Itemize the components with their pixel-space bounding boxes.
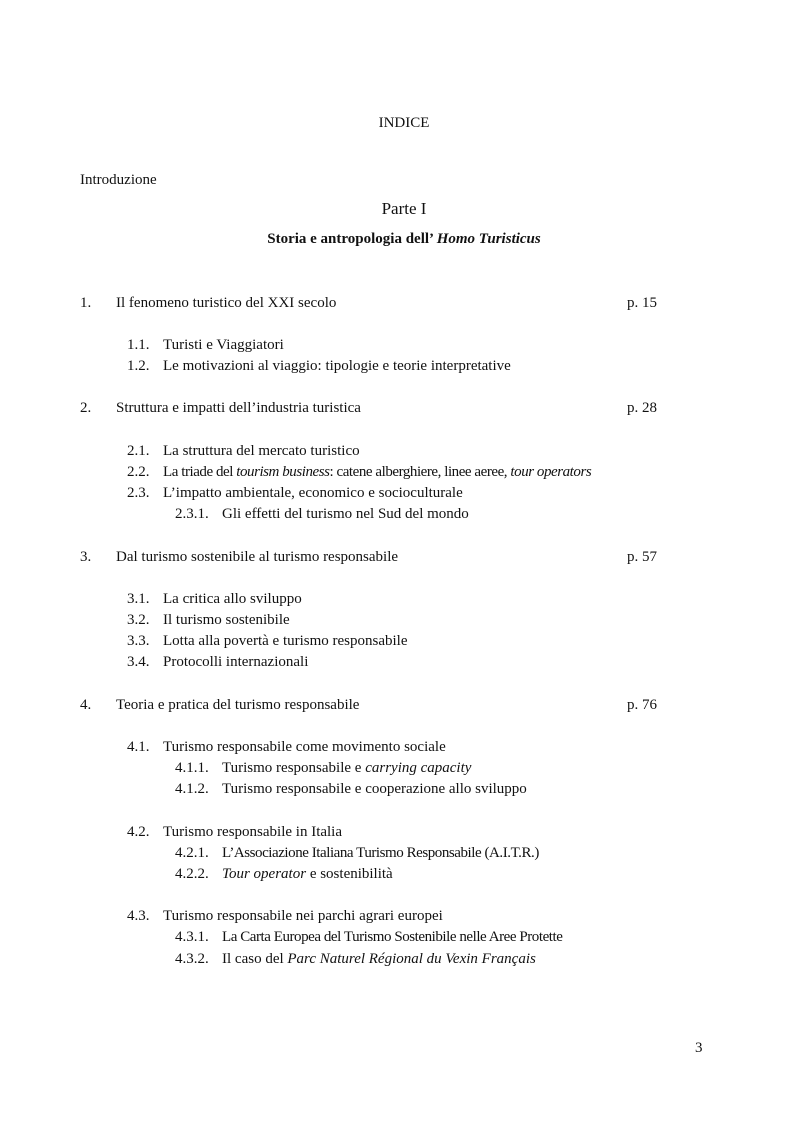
subsection-number: 4.1.1. xyxy=(175,760,209,776)
subsection-title-italic: carrying capacity xyxy=(365,760,472,776)
subsection-title xyxy=(222,867,393,882)
subsection-title: L’Associazione Italiana Turismo Responsabile (A.I.T.R.) xyxy=(222,845,539,861)
section-title: L’impatto ambientale, economico e socioculturale xyxy=(163,485,463,501)
part-label: Parte I xyxy=(381,199,427,218)
section-number: 4.2. xyxy=(127,824,150,840)
section-number: 3.1. xyxy=(127,591,150,607)
subsection-title xyxy=(222,952,536,967)
subsection-number: 4.2.2. xyxy=(175,866,209,882)
chapter-number: 3. xyxy=(80,549,92,565)
section-title: La struttura del mercato turistico xyxy=(163,443,360,459)
chapter-page: p. 57 xyxy=(627,549,657,565)
subsection-title: Gli effetti del turismo nel Sud del mondo xyxy=(222,506,469,522)
section-number: 4.3. xyxy=(127,908,150,924)
page-number: 3 xyxy=(695,1040,703,1056)
subsection-title-part: Turismo responsabile e xyxy=(222,760,366,776)
section-number: 2.2. xyxy=(127,464,150,480)
section-title: Turisti e Viaggiatori xyxy=(163,337,284,353)
subsection-number: 4.3.2. xyxy=(175,951,209,967)
chapter-number: 2. xyxy=(80,400,92,416)
section-title xyxy=(163,465,591,480)
section-number: 4.1. xyxy=(127,739,150,755)
chapter-number: 4. xyxy=(80,697,92,713)
chapter-page: p. 15 xyxy=(627,295,657,311)
section-number: 3.3. xyxy=(127,633,150,649)
subsection-number: 4.1.2. xyxy=(175,781,209,797)
subsection-number: 4.2.1. xyxy=(175,845,209,861)
section-number: 2.1. xyxy=(127,443,150,459)
part-subtitle-italic: Homo Turisticus xyxy=(436,231,541,247)
page-title: INDICE xyxy=(378,115,430,131)
subsection-title-part: e sostenibilità xyxy=(306,866,393,882)
section-number: 1.1. xyxy=(127,337,150,353)
section-title: Protocolli internazionali xyxy=(163,654,309,670)
subsection-number: 2.3.1. xyxy=(175,506,209,522)
subsection-title-italic: Tour operator xyxy=(222,866,307,882)
subsection-title xyxy=(222,761,471,776)
subsection-title: La Carta Europea del Turismo Sostenibile nelle Aree Protette xyxy=(222,929,563,945)
section-title: Lotta alla povertà e turismo responsabile xyxy=(163,633,408,649)
section-number: 3.4. xyxy=(127,654,150,670)
toc-introduction: Introduzione xyxy=(80,172,157,188)
chapter-title: Il fenomeno turistico del XXI secolo xyxy=(116,295,337,311)
chapter-page: p. 76 xyxy=(627,697,657,713)
subsection-title-italic: Parc Naturel Régional du Vexin Français xyxy=(287,951,536,967)
subsection-title: Turismo responsabile e cooperazione allo sviluppo xyxy=(222,781,527,797)
chapter-number: 1. xyxy=(80,295,92,311)
section-title-part: : catene alberghiere, linee aeree, xyxy=(329,464,511,480)
chapter-title: Teoria e pratica del turismo responsabile xyxy=(116,697,360,713)
subsection-title-part: Il caso del xyxy=(222,951,288,967)
chapter-page: p. 28 xyxy=(627,400,657,416)
section-number: 1.2. xyxy=(127,358,150,374)
part-subtitle-prefix: Storia e antropologia dell’ xyxy=(267,231,437,247)
section-title: Turismo responsabile in Italia xyxy=(163,824,343,840)
section-title: La critica allo sviluppo xyxy=(163,591,302,607)
section-title-italic: tourism business xyxy=(236,464,330,480)
section-title-part: La triade del xyxy=(163,464,237,480)
section-number: 2.3. xyxy=(127,485,150,501)
chapter-title: Struttura e impatti dell’industria turistica xyxy=(116,400,361,416)
section-title: Il turismo sostenibile xyxy=(163,612,290,628)
part-subtitle xyxy=(0,232,793,247)
subsection-number: 4.3.1. xyxy=(175,929,209,945)
section-title-italic: tour operators xyxy=(510,464,592,480)
section-title: Le motivazioni al viaggio: tipologie e teorie interpretative xyxy=(163,358,511,374)
section-title: Turismo responsabile nei parchi agrari europei xyxy=(163,908,443,924)
section-title: Turismo responsabile come movimento sociale xyxy=(163,739,446,755)
chapter-title: Dal turismo sostenibile al turismo responsabile xyxy=(116,549,399,565)
section-number: 3.2. xyxy=(127,612,150,628)
